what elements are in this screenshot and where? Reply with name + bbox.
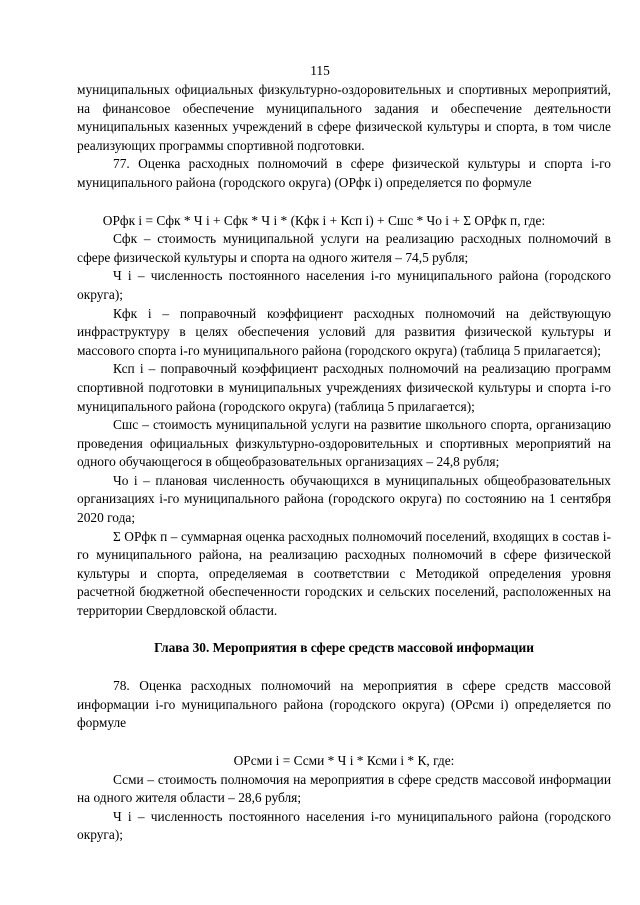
- formula-orsmi: ОРсми i = Ссми * Ч i * Ксми i * К, где:: [233, 753, 455, 768]
- page-number: 115: [310, 63, 330, 78]
- definition-sum-orfk-p: Σ ОРфк п – суммарная оценка расходных полномочий поселений, входящих в состав i-го муниципального района, на реализацию расходных полномочий в сфере физической культуры и спорта, определяемая в соответствии с Методикой определения уровня расчетной бюджетной обеспеченности городских и сельских поселений, расположенных на территории Свердловской области.: [77, 528, 611, 619]
- page-body: [77, 81, 611, 845]
- formula-orfk: ОРфк i = Сфк * Ч i + Сфк * Ч i * (Кфк i + Ксп i) + Сшс * Чо i + Σ ОРфк п, где:: [102, 212, 546, 228]
- chapter-title: Глава 30. Мероприятия в сфере средств массовой информации: [154, 639, 534, 655]
- paragraph-78: 78. Оценка расходных полномочий на мероприятия в сфере средств массовой информации i-го муниципального района (городского округа) (ОРсми i) определяется по формуле: [77, 678, 611, 731]
- definition-sshs: Сшс – стоимость муниципальной услуги на развитие школьного спорта, организацию проведения официальных физкультурно-оздоровительных и спортивных мероприятий на одного обучающегося в общеобразовательных организациях – 24,8 рубля;: [77, 417, 611, 470]
- definition-cho-i: Чо i – плановая численность обучающихся в муниципальных общеобразовательных организациях i-го муниципального района (городского округа) по состоянию на 1 сентября 2020 года;: [77, 472, 611, 526]
- definition-ch-i-2: Ч i – численность постоянного населения i-го муниципального района (городского округа);: [77, 808, 611, 843]
- paragraph-continuation: муниципальных официальных физкультурно-оздоровительных и спортивных мероприятий, на финансовое обеспечение муниципального задания и обеспечение деятельности муниципальных казенных учреждений в сфере физической культуры и спорта, в том числе реализующих программы спортивной подготовки.: [77, 82, 611, 153]
- definition-sfk: Сфк – стоимость муниципальной услуги на реализацию расходных полномочий в сфере физической культуры и спорта на одного жителя – 74,5 рубля;: [77, 231, 611, 265]
- definition-ksp-i: Ксп i – поправочный коэффициент расходных полномочий на реализацию программ спортивной подготовки в муниципальных учреждениях физической культуры и спорта i-го муниципального района (городского округа) (таблица 5 прилагается);: [77, 361, 611, 414]
- paragraph-77: 77. Оценка расходных полномочий в сфере физической культуры и спорта i-го муниципального района (городского округа) (ОРфк i) определяется по формуле: [77, 156, 611, 190]
- definition-kfk-i: Кфк i – поправочный коэффициент расходных полномочий на действующую инфраструктуру в целях обеспечения условий для развития физической культуры и массового спорта i-го муниципального района (городского округа) (таблица 5 прилагается);: [77, 305, 611, 358]
- definition-ch-i: Ч i – численность постоянного населения i-го муниципального района (городского округа);: [77, 268, 611, 302]
- definition-ssmi: Ссми – стоимость полномочия на мероприятия в сфере средств массовой информации на одного жителя области – 28,6 рубля;: [77, 771, 611, 806]
